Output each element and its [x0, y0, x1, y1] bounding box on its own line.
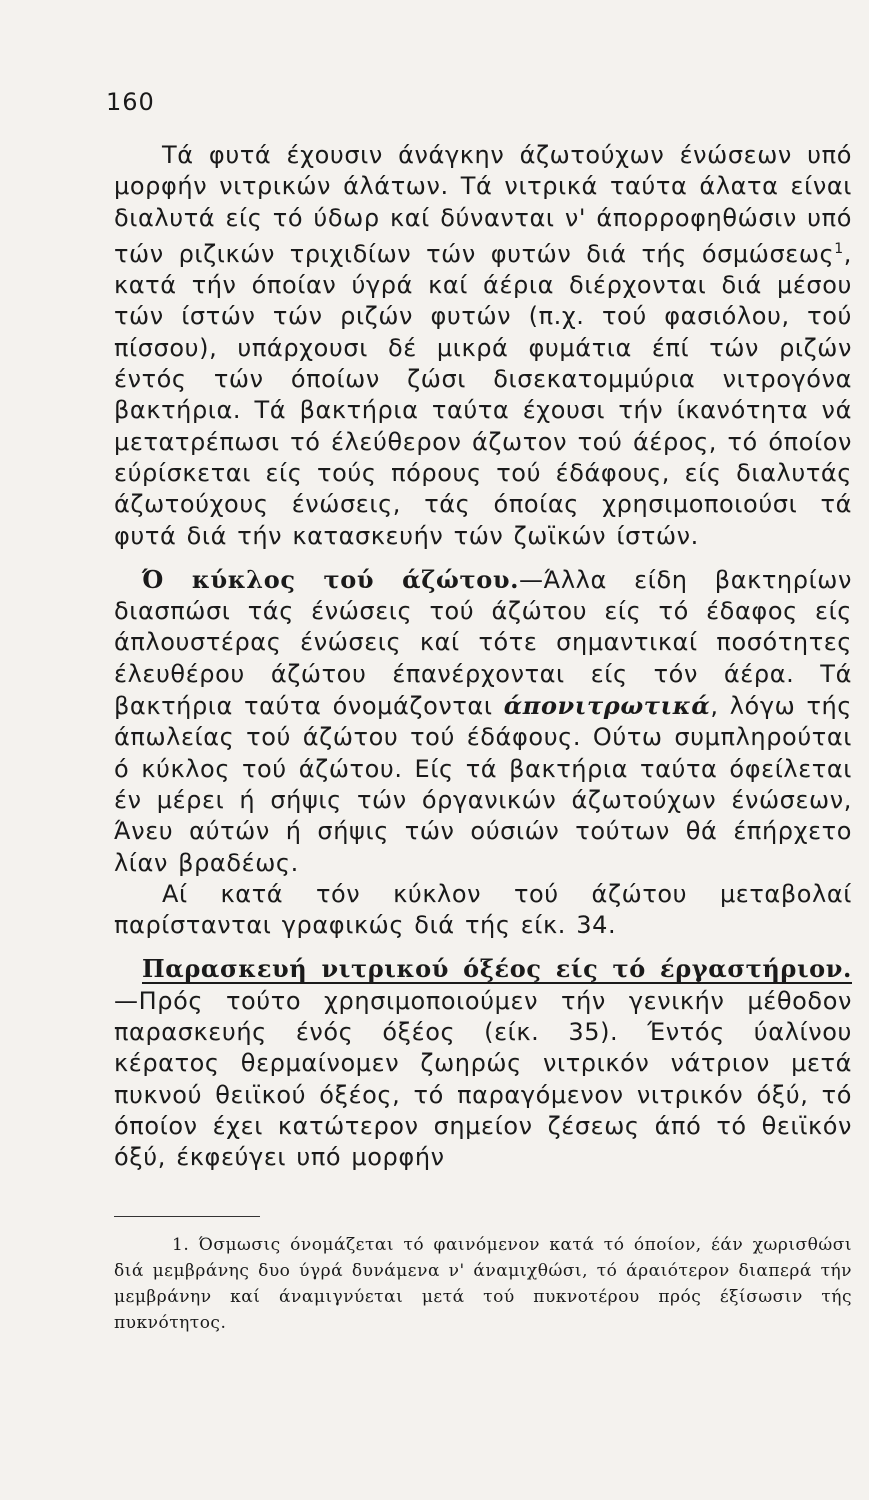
section-title-nitric-acid: Παρασκευή νιτρικού όξέος είς τό έργαστήριον.: [142, 954, 852, 984]
paragraph-text: , κατά τήν όποίαν ύγρά καί άέρια διέρχονται διά μέσου τών ίστών τών ριζών φυτών (π.χ. τού φασιόλου, τού πίσσου), υπάρχουσι δέ μικρά φυμάτια έπί τών ριζών έντός τών όποίων ζώσι δισεκατομμύρια νιτρογόνα βακτήρια. Τά βακτήρια ταύτα έχουσι τήν ίκανότητα νά μετατρέπωσι τό έλεύθερον άζωτον τού άέρος, τό όποίον εύρίσκεται είς τούς πόρους τού έδάφους, είς διαλυτάς άζωτούχους ένώσεις, τάς όποίας χρησιμοποιούσι τά φυτά διά τήν κατασκευήν τών ζωϊκών ίστών.: [114, 239, 852, 550]
body-text: [114, 140, 852, 1174]
paragraph-text: —Πρός τούτο χρησιμοποιούμεν τήν γενικήν μέθοδον παρασκευής ένός όξέος (είκ. 35). Έντός ύαλίνου κέρατος θερμαίνομεν ζωηρώς νιτρικόν νάτριον μετά πυκνού θειϊκού όξέος, τό παραγόμενον νιτρικόν όξύ, τό όποίον έχει κατώτερον σημείον ζέσεως άπό τό θειϊκόν όξύ, έκφεύγει υπό μορφήν: [114, 986, 852, 1172]
paragraph-text: —Άλλα είδη βακτηρίων διασπώσι τάς ένώσεις τού άζώτου είς τό έδαφος είς άπλουστέρας ένώσεις καί τότε σημαντικαί ποσότητες έλευθέρου άζώτου έπανέρχονται είς τόν άέρα. Τά βακτήρια ταύτα όνομάζονται: [114, 565, 853, 721]
paragraph-nitrogen-fixation: [114, 140, 852, 552]
footnote-divider: [114, 1216, 260, 1217]
emphasized-term: άπονιτρωτικά: [503, 691, 711, 721]
paragraph-text: , λόγω τής άπωλείας τού άζώτου τού έδάφους. Ούτω συμπληρούται ό κύκλος τού άζώτου. Είς τά βακτήρια ταύτα όφείλεται έν μέρει ή σήψις τών όργανικών άζωτούχων ένώσεων, Άνευ αύτών ή σήψις τών ούσιών τούτων θά έπήρχετο λίαν βραδέως.: [114, 692, 852, 877]
footnote: 1. Όσμωσις όνομάζεται τό φαινόμενον κατά τό όποίον, έάν χωρισθώσι διά μεμβράνης δυο ύγρά δυνάμενα ν' άναμιχθώσι, τό άραιότερον διαπερά τήν μεμβράνην καί άναμιγνύεται μετά τού πυκνοτέρου πρός έξίσωσιν τής πυκνότητος.: [114, 1235, 852, 1333]
paragraph-nitric-acid-prep: [114, 953, 852, 1173]
paragraph-nitrogen-cycle: [114, 564, 852, 879]
paragraph-figure-reference: [114, 879, 852, 942]
footnote-reference: 1: [834, 240, 844, 257]
paragraph-text: Αί κατά τόν κύκλον τού άζώτου μεταβολαί παρίστανται γραφικώς διά τής είκ. 34.: [114, 879, 852, 940]
section-title-nitrogen-cycle: Ό κύκλος τού άζώτου.: [142, 564, 520, 594]
page-number: 160: [106, 88, 155, 116]
paragraph-text: Τά φυτά έχουσιν άνάγκην άζωτούχων ένώσεων υπό μορφήν νιτρικών άλάτων. Τά νιτρικά ταύτα άλατα είναι διαλυτά είς τό ύδωρ καί δύνανται ν' άπορροφηθώσιν υπό τών ριζικών τριχιδίων τών φυτών διά τής όσμώσεως: [114, 141, 852, 268]
